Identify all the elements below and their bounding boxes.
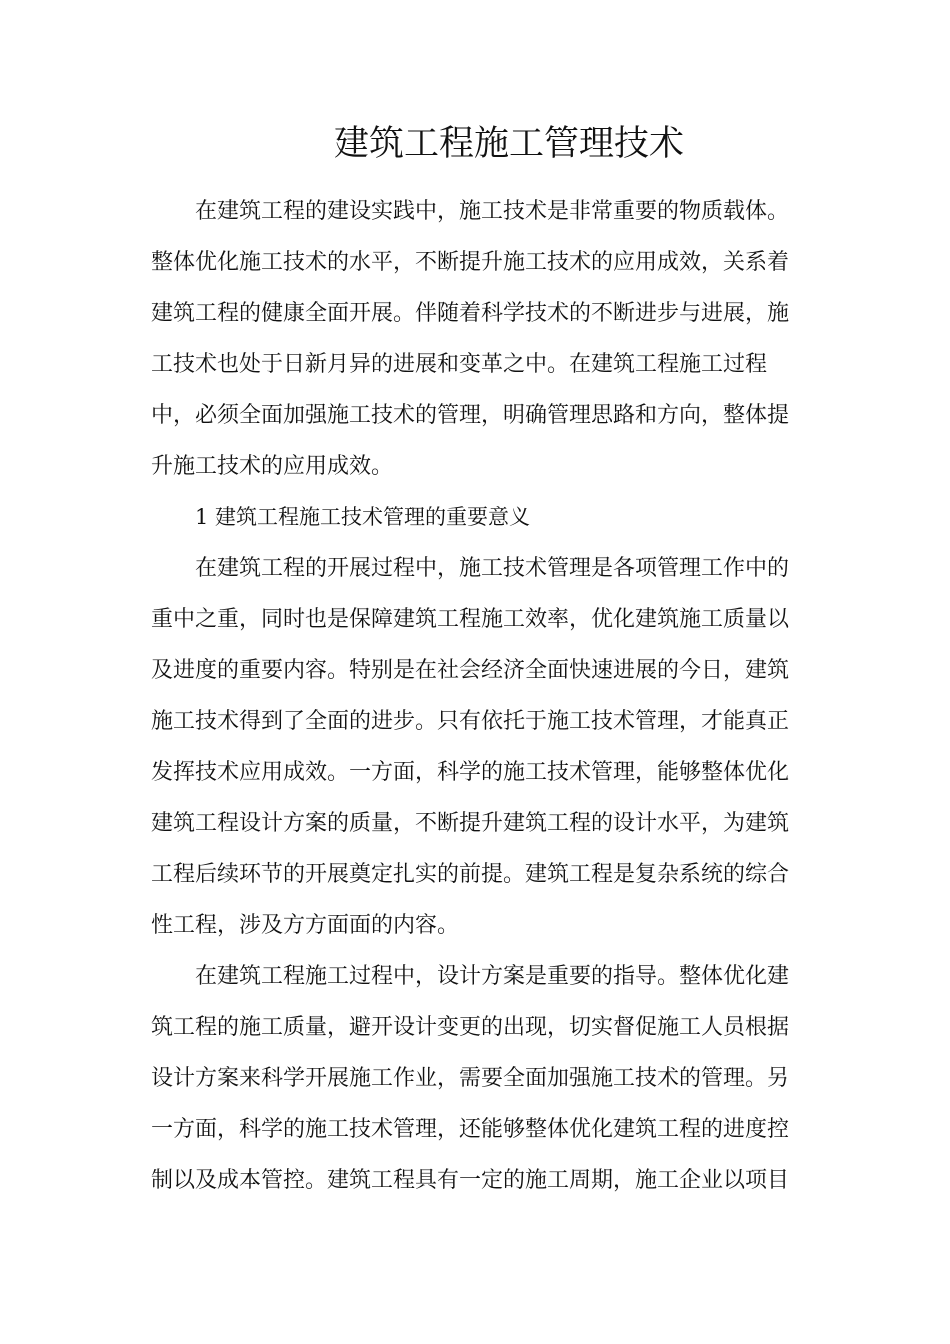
section-heading: 1 建筑工程施工技术管理的重要意义 — [195, 505, 531, 529]
text-line: 中，必须全面加强施工技术的管理，明确管理思路和方向，整体提 — [151, 403, 790, 428]
text-line: 性工程，涉及方方面面的内容。 — [151, 913, 460, 938]
text-line: 建筑工程设计方案的质量，不断提升建筑工程的设计水平，为建筑 — [151, 811, 790, 836]
text-line: 设计方案来科学开展施工作业，需要全面加强施工技术的管理。另 — [151, 1066, 790, 1091]
text-line: 制以及成本管控。建筑工程具有一定的施工周期，施工企业以项目 — [151, 1168, 790, 1193]
document-title: 建筑工程施工管理技术 — [333, 124, 684, 164]
text-line: 发挥技术应用成效。一方面，科学的施工技术管理，能够整体优化 — [151, 760, 790, 785]
text-line: 建筑工程的健康全面开展。伴随着科学技术的不断进步与进展，施 — [151, 301, 790, 326]
text-line: 施工技术得到了全面的进步。只有依托于施工技术管理，才能真正 — [151, 709, 790, 734]
text-line: 在建筑工程的开展过程中，施工技术管理是各项管理工作中的 — [195, 556, 790, 581]
text-line: 重中之重，同时也是保障建筑工程施工效率，优化建筑施工质量以 — [151, 607, 790, 632]
document-body — [151, 186, 801, 1206]
text-line: 升施工技术的应用成效。 — [151, 454, 394, 479]
intro-paragraph — [151, 186, 801, 492]
text-line: 一方面，科学的施工技术管理，还能够整体优化建筑工程的进度控 — [151, 1117, 790, 1142]
text-line: 工程后续环节的开展奠定扎实的前提。建筑工程是复杂系统的综合 — [151, 862, 790, 887]
text-line: 整体优化施工技术的水平，不断提升施工技术的应用成效，关系着 — [151, 250, 790, 275]
section-paragraph-1 — [151, 543, 801, 951]
section-paragraph-2 — [151, 951, 801, 1206]
text-line: 筑工程的施工质量，避开设计变更的出现，切实督促施工人员根据 — [151, 1015, 790, 1040]
text-line: 在建筑工程施工过程中，设计方案是重要的指导。整体优化建 — [195, 964, 790, 989]
text-line: 在建筑工程的建设实践中，施工技术是非常重要的物质载体。 — [195, 199, 790, 224]
text-line: 及进度的重要内容。特别是在社会经济全面快速进展的今日，建筑 — [151, 658, 790, 683]
text-line: 工技术也处于日新月异的进展和变革之中。在建筑工程施工过程 — [151, 352, 768, 377]
